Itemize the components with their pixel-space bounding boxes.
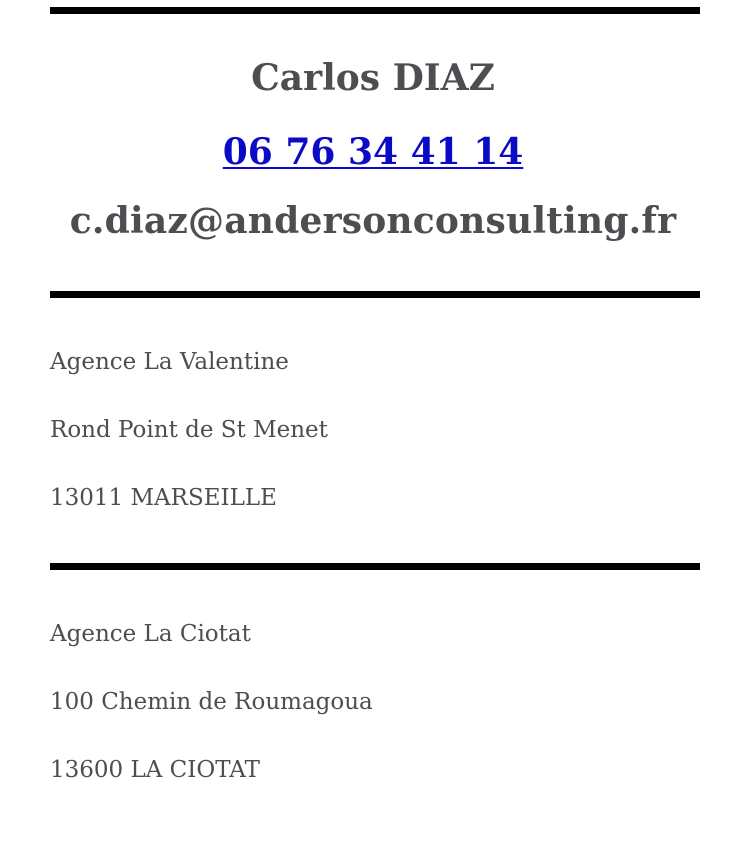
phone-link[interactable]: 06 76 34 41 14 — [222, 131, 524, 173]
agency-2-city: 13600 LA CIOTAT — [50, 757, 260, 783]
agency-1-street: Rond Point de St Menet — [50, 417, 328, 443]
agency-2-name: Agence La Ciotat — [50, 621, 251, 647]
contact-divider — [50, 291, 700, 298]
contact-name: Carlos DIAZ — [251, 57, 495, 99]
contact-email: c.diaz@andersonconsulting.fr — [69, 200, 677, 242]
top-divider — [50, 7, 700, 14]
agency-divider — [50, 563, 700, 570]
agency-1-city: 13011 MARSEILLE — [50, 485, 277, 511]
agency-2-street: 100 Chemin de Roumagoua — [50, 689, 373, 715]
agency-1-name: Agence La Valentine — [50, 349, 289, 375]
phone-line — [0, 128, 746, 176]
